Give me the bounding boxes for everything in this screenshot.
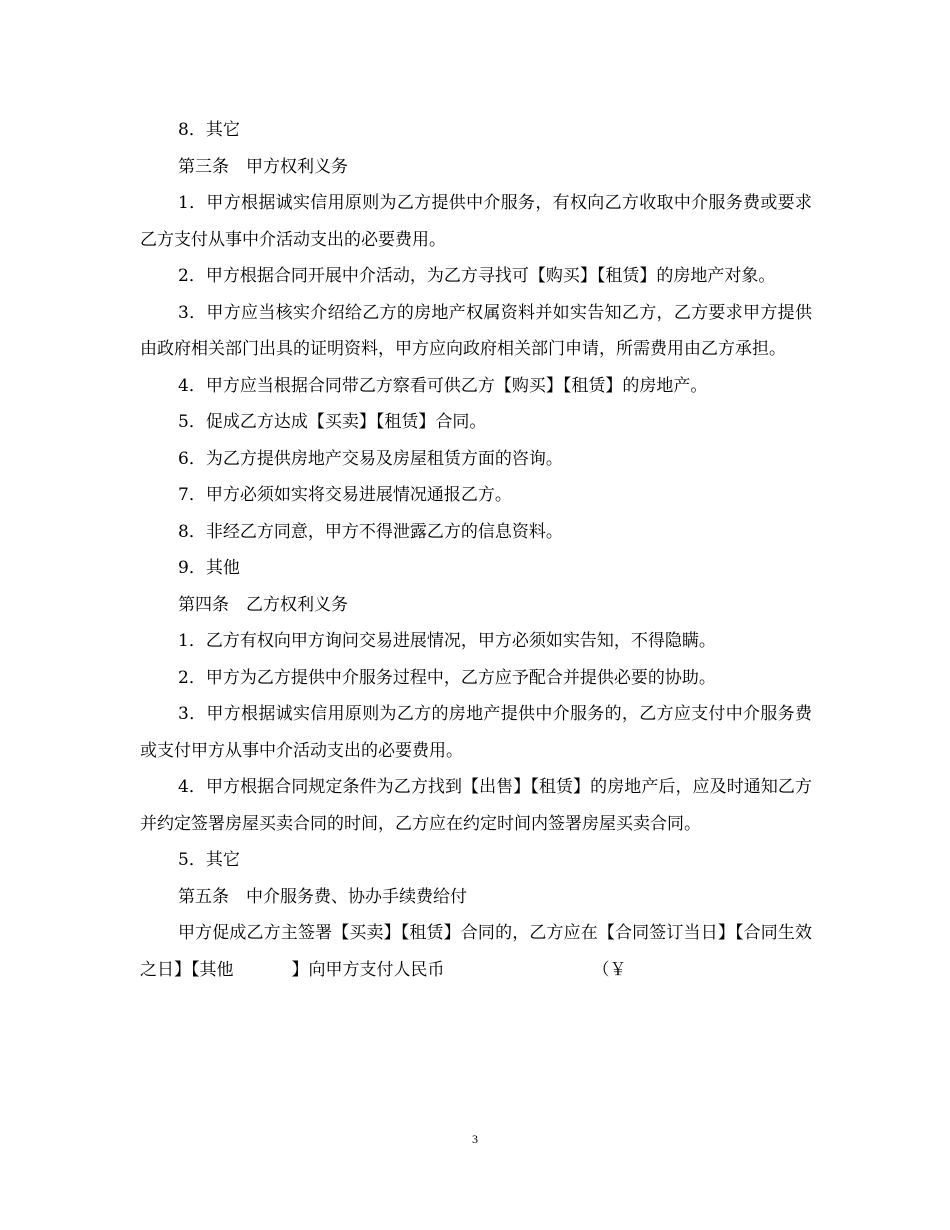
fee-clause-part3: （￥ xyxy=(592,959,627,980)
paragraph: 9．其他 xyxy=(178,558,240,578)
page-number: 3 xyxy=(472,1132,478,1146)
paragraph: 2．甲方为乙方提供中介服务过程中，乙方应予配合并提供必要的协助。 xyxy=(178,667,716,688)
paragraph: 1．乙方有权向甲方询问交易进展情况，甲方必须如实告知，不得隐瞒。 xyxy=(178,631,716,651)
paragraph: 8．非经乙方同意，甲方不得泄露乙方的信息资料。 xyxy=(178,521,563,542)
paragraph: 4．甲方根据合同规定条件为乙方找到【出售】【租赁】的房地产后，应及时通知乙方并约定签署房屋买卖合同的时间，乙方应在约定时间内签署房屋买卖合同。 xyxy=(140,777,812,834)
section-heading: 第三条 甲方权利义务 xyxy=(178,156,348,177)
paragraph: 5．其它 xyxy=(178,850,240,870)
paragraph: 5．促成乙方达成【买卖】【租赁】合同。 xyxy=(178,412,487,432)
section-heading: 第五条 中介服务费、协办手续费给付 xyxy=(178,886,467,907)
paragraph: 4．甲方应当根据合同带乙方察看可供乙方【购买】【租赁】的房地产。 xyxy=(178,375,708,396)
paragraph: 8．其它 xyxy=(178,120,240,140)
paragraph: 6．为乙方提供房地产交易及房屋租赁方面的咨询。 xyxy=(178,448,563,469)
paragraph-fee-clause xyxy=(140,915,812,988)
paragraph: 1．甲方根据诚实信用原则为乙方提供中介服务，有权向乙方收取中介服务费或要求乙方支付从事中介活动支出的必要费用。 xyxy=(140,193,812,250)
fee-clause-part1: 甲方促成乙方主签署【买卖】【租赁】合同的，乙方应在【合同签订当日】【合同生效之日】【其他 xyxy=(140,923,812,980)
document-body xyxy=(140,112,812,988)
fee-clause-part2: 】向甲方支付人民币 xyxy=(291,959,445,980)
section-heading: 第四条 乙方权利义务 xyxy=(178,594,348,615)
paragraph: 3．甲方应当核实介绍给乙方的房地产权属资料并如实告知乙方，乙方要求甲方提供由政府相关部门出具的证明资料，甲方应向政府相关部门申请，所需费用由乙方承担。 xyxy=(140,302,812,359)
paragraph: 3．甲方根据诚实信用原则为乙方的房地产提供中介服务的，乙方应支付中介服务费或支付甲方从事中介活动支出的必要费用。 xyxy=(140,704,812,761)
paragraph: 2．甲方根据合同开展中介活动，为乙方寻找可【购买】【租赁】的房地产对象。 xyxy=(178,266,776,286)
paragraph: 7．甲方必须如实将交易进展情况通报乙方。 xyxy=(178,485,512,505)
